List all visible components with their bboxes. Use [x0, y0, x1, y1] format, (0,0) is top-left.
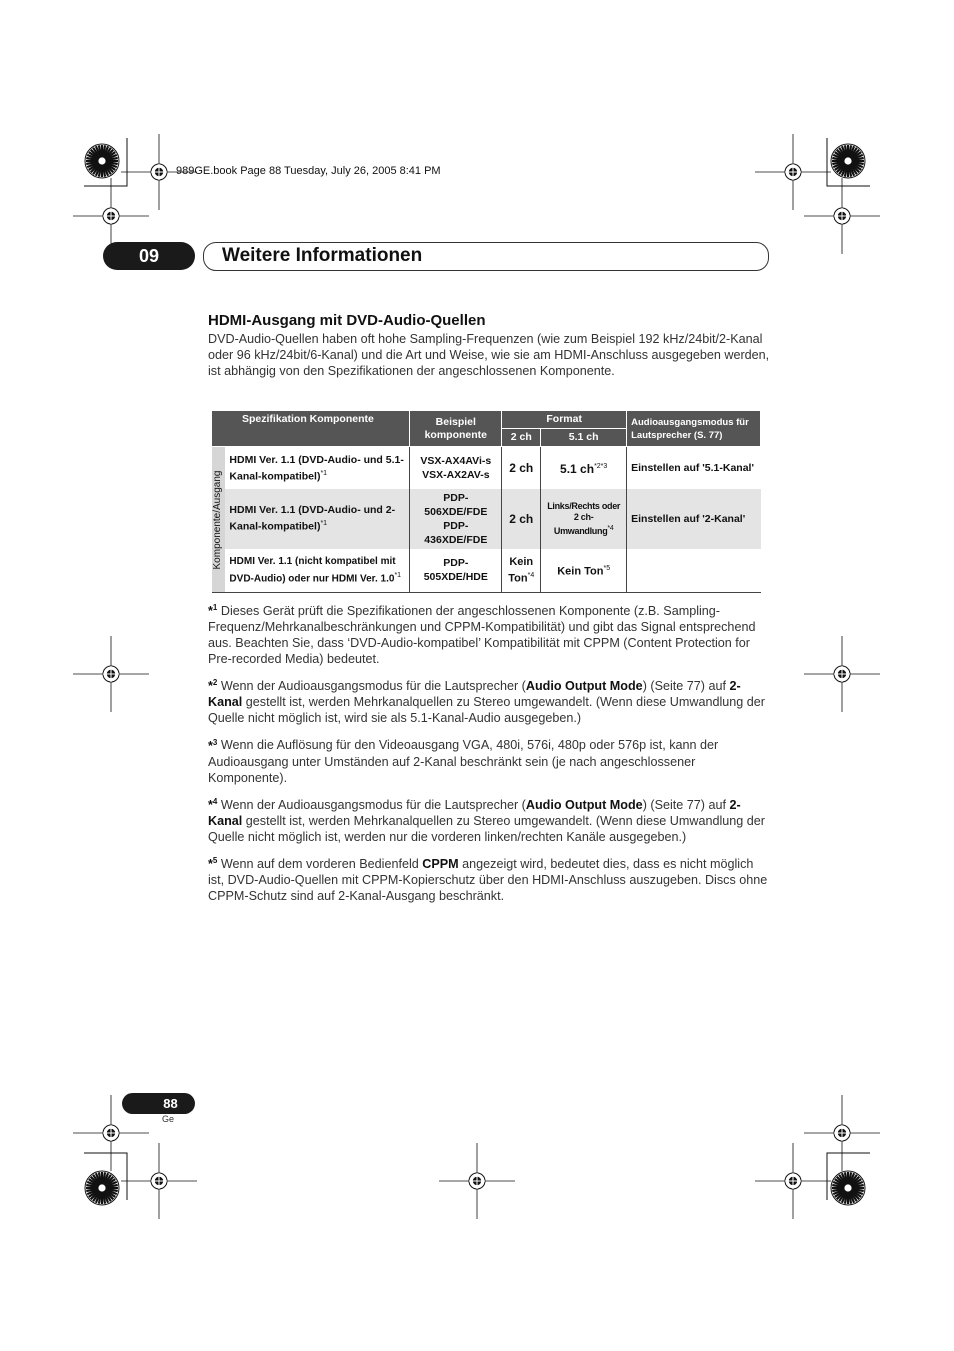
footnote-2: *$^2$ Wenn der Audioausgangsmodus für die Lautsprecher (Audio Output Mode) (Seite 77) auf 2-Kanal gestellt ist, werden Mehrkanalquellen zu Stereo umgewandelt. (Wenn diese Umwandlung der Quelle nicht möglich ist, wird sie als 5.1-Kanal-Audio ausgegeben.) — [208, 678, 765, 726]
row1-2ch: 2 ch — [502, 447, 541, 489]
row3-mode — [627, 549, 761, 593]
row3-spec: HDMI Ver. 1.1 (nicht kompatibel mit DVD-Audio) oder nur HDMI Ver. 1.0$^{*1}$ — [229, 555, 402, 584]
footnotes — [208, 600, 768, 912]
row2-mode: Einstellen auf '2-Kanal' — [627, 489, 761, 549]
row1-spec: HDMI Ver. 1.1 (DVD-Audio- und 5.1-Kanal-kompatibel)$^{*1}$ — [229, 453, 404, 482]
row2-51ch: Links/Rechts oder 2 ch-Umwandlung$^{*4}$ — [541, 489, 627, 549]
row2-2ch: 2 ch — [502, 489, 541, 549]
header-51ch: 5.1 ch — [541, 429, 627, 447]
header-mode: Audioausgangsmodus für Lautsprecher (S. 77) — [627, 411, 761, 447]
header-example: Beispiel komponente — [410, 411, 502, 447]
table-row — [212, 549, 761, 593]
row3-51ch: Kein Ton$^{*5}$ — [541, 549, 627, 593]
section-title: HDMI-Ausgang mit DVD-Audio-Quellen — [208, 312, 486, 329]
chapter-number: 09 — [103, 242, 195, 270]
header-2ch: 2 ch — [502, 429, 541, 447]
book-info: 989GE.book Page 88 Tuesday, July 26, 2005 8:41 PM — [176, 165, 441, 177]
page-number: 88 — [163, 1096, 178, 1111]
row1-51ch: 5.1 $ch^{*2*3}$ — [541, 447, 627, 489]
table-row — [212, 489, 761, 549]
footnote-4: *$^4$ Wenn der Audioausgangsmodus für die Lautsprecher (Audio Output Mode) (Seite 77) auf 2-Kanal gestellt ist, werden Mehrkanalquellen zu Stereo umgewandelt. (Wenn diese Umwandlung der Quelle nicht möglich ist, werden nur die vorderen linken/rechten Kanäle ausgegeben.) — [208, 796, 765, 844]
row1-mode: Einstellen auf '5.1-Kanal' — [627, 447, 761, 489]
row1-example: VSX-AX4AVi-s VSX-AX2AV-s — [410, 447, 502, 489]
page-number-badge — [122, 1093, 195, 1114]
table-row — [212, 447, 761, 489]
row2-example: PDP-506XDE/FDE PDP-436XDE/FDE — [410, 489, 502, 549]
footnote-1: *$^1$ Dieses Gerät prüft die Spezifikationen der angeschlossenen Komponente (z.B. Sampling-Frequenz/Mehrkanalbeschränkungen und CPPM-Kompatibilität) und gibt das Signal entsprechend aus. Beachten Sie, dass ‘DVD-Audio-kompatibel’ Kompatibilität mit CPPM (Content Protection for Pre-recorded Media) bedeutet. — [208, 603, 756, 667]
footnote-5: *$^5$ Wenn auf dem vorderen Bedienfeld CPPM angezeigt wird, bedeutet dies, dass es nicht möglich ist, DVD-Audio-Quellen mit CPPM-Kopierschutz über den HDMI-Anschluss auszugeben. Discs ohne CPPM-Schutz sind auf 2-Kanal-Ausgang beschränkt. — [208, 855, 768, 903]
section-intro: DVD-Audio-Quellen haben oft hohe Sampling-Frequenzen (wie zum Beispiel 192 kHz/24bit/2-Kanal oder 96 kHz/24bit/6-Kanal) und die Art und Weise, wie sie am HDMI-Anschluss ausgegeben werden, ist abhängig von den Spezifikationen der angeschlossenen Komponente. — [208, 332, 770, 378]
row3-2ch: Kein Ton$^{*4}$ — [502, 549, 541, 593]
side-label-cell — [212, 447, 226, 593]
header-spec: Spezifikation Komponente — [212, 411, 410, 447]
header-format: Format — [502, 411, 627, 429]
side-label: Komponente/Ausgang — [212, 470, 224, 569]
footnote-3: *$^3$ Wenn die Auflösung für den Videoausgang VGA, 480i, 576i, 480p oder 576p ist, kann der Audioausgang unter Umständen auf 2-Kanal beschränkt sein (je nach angeschlossener Komponente). — [208, 737, 719, 785]
row3-example: PDP-505XDE/HDE — [410, 549, 502, 593]
row2-spec: HDMI Ver. 1.1 (DVD-Audio- und 2-Kanal-kompatibel)$^{*1}$ — [225, 489, 409, 549]
page-language: Ge — [162, 1114, 175, 1124]
hdmi-spec-table — [211, 410, 761, 593]
chapter-title: Weitere Informationen — [222, 245, 423, 266]
